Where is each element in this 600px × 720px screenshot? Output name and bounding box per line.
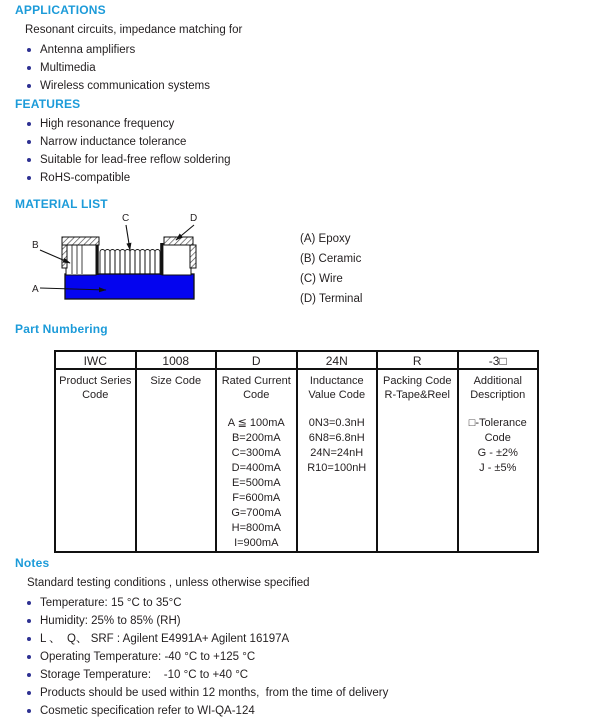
list-item [15,666,590,684]
list-item-text: Narrow inductance tolerance [40,136,187,148]
list-item [15,630,590,648]
coil-end-right [160,243,163,275]
part-numbering-table [54,350,539,553]
list-item [15,151,590,169]
bullet-icon [27,673,31,677]
bullet-icon [27,655,31,659]
applications-list [15,41,590,95]
bullet-icon [27,176,31,180]
list-item [15,41,590,59]
label-c: C [122,213,130,224]
bullet-icon [27,637,31,641]
applications-section [15,3,590,95]
list-item-text: Suitable for lead-free reflow soldering [40,154,231,166]
inductance-values: 0N3=0.3nH 6N8=6.8nH 24N=24nH R10=100nH [307,417,367,474]
notes-section [15,556,590,720]
col-additional-description: Additional Description □-Tolerance Code G - ±2% J - ±5% [459,370,538,551]
wire-coil-shape [100,250,160,275]
label-b: B [32,240,39,251]
col-rated-current: Rated Current Code A ≦ 100mA B=200mA C=300mA D=400mA E=500mA F=600mA G=700mA H=800mA I=900mA [217,370,298,551]
part-numbering-title: Part Numbering [15,322,108,336]
list-item-text: Storage Temperature: -10 °C to +40 °C [40,669,249,681]
list-item-text: Temperature: 15 °C to 35°C [40,597,182,609]
part-numbering-section [15,322,590,340]
code-packing: R [378,352,459,370]
table-header-row [56,352,537,370]
col-product-series: Product Series Code [56,370,137,551]
list-item [15,115,590,133]
label-a: A [32,284,39,295]
col-size-code: Size Code [137,370,218,551]
list-item-text: Operating Temperature: -40 °C to +125 °C [40,651,256,663]
legend-item: (A) Epoxy [300,233,351,245]
list-item-text: Humidity: 25% to 85% (RH) [40,615,181,627]
applications-title: APPLICATIONS [15,3,106,17]
material-list-title: MATERIAL LIST [15,197,108,211]
list-item [15,77,590,95]
code-inductance: 24N [298,352,379,370]
legend-item: (B) Ceramic [300,253,362,265]
list-item-text: Cosmetic specification refer to WI-QA-124 [40,705,255,717]
col-inductance-value: Inductance Value Code 0N3=0.3nH 6N8=6.8nH 24N=24nH R10=100nH [298,370,379,551]
bullet-icon [27,84,31,88]
coil-end-left [96,243,99,275]
list-item [15,594,590,612]
list-item [15,59,590,77]
list-item-text: Antenna amplifiers [40,44,136,56]
code-product-series: IWC [56,352,137,370]
list-item [15,133,590,151]
applications-intro: Resonant circuits, impedance matching for [25,24,243,36]
notes-title: Notes [15,556,50,570]
bullet-icon [27,140,31,144]
bullet-icon [27,48,31,52]
list-item-text: High resonance frequency [40,118,175,130]
list-item-text: Multimedia [40,62,96,74]
list-item-text: L 、 Q、 SRF : Agilent E4991A+ Agilent 16197A [40,633,290,645]
bullet-icon [27,158,31,162]
bullet-icon [27,66,31,70]
code-size: 1008 [137,352,218,370]
legend-item: (C) Wire [300,273,343,285]
component-cross-section-diagram [30,210,240,310]
table-body-row [56,370,537,551]
label-d: D [190,213,198,224]
bullet-icon [27,709,31,713]
material-legend [300,229,362,309]
notes-list [15,594,590,720]
bullet-icon [27,691,31,695]
features-list [15,115,590,187]
epoxy-base-shape [65,274,194,299]
ceramic-right-shape [162,244,191,275]
code-rated-current: D [217,352,298,370]
ceramic-left-shape [66,244,96,275]
bullet-icon [27,601,31,605]
list-item [15,169,590,187]
list-item-text: Wireless communication systems [40,80,210,92]
list-item [15,648,590,666]
bullet-icon [27,619,31,623]
tolerance-values: □-Tolerance Code G - ±2% J - ±5% [468,417,527,474]
notes-intro: Standard testing conditions , unless otherwise specified [27,577,310,589]
list-item [15,612,590,630]
bullet-icon [27,122,31,126]
list-item [15,684,590,702]
features-section [15,97,590,187]
rated-current-values: A ≦ 100mA B=200mA C=300mA D=400mA E=500mA F=600mA G=700mA H=800mA I=900mA [227,417,285,549]
legend-item: (D) Terminal [300,293,363,305]
list-item-text: RoHS-compatible [40,172,131,184]
features-title: FEATURES [15,97,81,111]
list-item-text: Products should be used within 12 months, from the time of delivery [40,687,389,699]
list-item [15,702,590,720]
code-additional: -3□ [459,352,538,370]
col-packing-code: Packing Code R-Tape&Reel [378,370,459,551]
